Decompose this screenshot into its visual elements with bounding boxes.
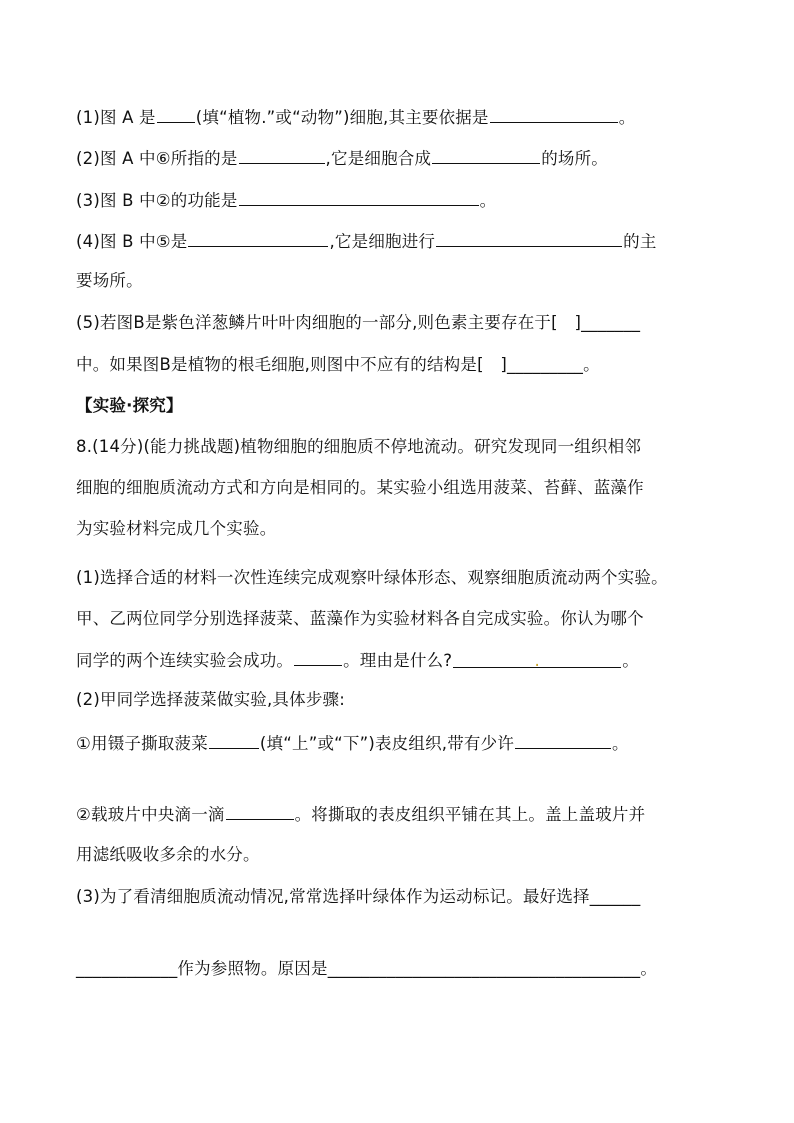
text: (2)图 A 中⑥所指的是	[76, 149, 238, 168]
text: 的场所。	[541, 149, 609, 168]
answer-blank[interactable]	[226, 802, 294, 820]
q8-sub3: (3)为了看清细胞质流动情况,常常选择叶绿体作为运动标记。最好选择______	[76, 887, 641, 906]
q8-step2-cont: 用滤纸吸收多余的水分。	[76, 845, 260, 864]
text: (4)图 B 中⑤是	[76, 232, 188, 251]
text: (填“植物.”或“动物”)细胞,其主要依据是	[195, 108, 489, 127]
text: ①用镊子撕取菠菜	[76, 734, 208, 753]
q7-part5-cont: 中。如果图B是植物的根毛细胞,则图中不应有的结构是[ ]_________。	[76, 355, 600, 374]
answer-blank[interactable]	[239, 188, 479, 206]
q8-step2	[76, 802, 645, 826]
q7-part2	[76, 146, 608, 170]
answer-blank[interactable]	[453, 650, 621, 668]
text: ,它是细胞进行	[329, 232, 436, 251]
answer-blank[interactable]	[294, 648, 342, 666]
q7-part3	[76, 188, 496, 212]
answer-blank[interactable]	[436, 229, 622, 247]
q8-step1	[76, 731, 629, 755]
text: (1)图 A 是	[76, 108, 156, 127]
q8-sub1: (1)选择合适的材料一次性连续完成观察叶绿体形态、观察细胞质流动两个实验。	[76, 568, 668, 587]
text: 。将撕取的表皮组织平铺在其上。盖上盖玻片并	[294, 805, 646, 824]
answer-blank[interactable]	[515, 731, 611, 749]
answer-blank[interactable]	[209, 731, 259, 749]
text: 同学的两个连续实验会成功。	[76, 651, 294, 670]
text: 。	[618, 108, 636, 127]
text: (3)图 B 中②的功能是	[76, 191, 238, 210]
text: ____________	[76, 959, 178, 978]
text: 。	[640, 959, 658, 978]
text: 。	[479, 191, 497, 210]
text: 。理由是什么?	[343, 651, 453, 670]
text: 的主	[623, 232, 657, 251]
q8-intro: 为实验材料完成几个实验。	[76, 519, 277, 538]
q8-sub2: (2)甲同学选择菠菜做实验,具体步骤:	[76, 690, 345, 709]
q8-sub3-answer	[76, 958, 657, 980]
q8-intro: 8.(14分)(能力挑战题)植物细胞的细胞质不停地流动。研究发现同一组织相邻	[76, 437, 642, 456]
text: 。	[612, 734, 629, 753]
answer-blank[interactable]	[490, 105, 618, 123]
text: ,它是细胞合成	[325, 149, 432, 168]
answer-blank[interactable]	[432, 146, 540, 164]
q8-sub1-answer	[76, 648, 639, 672]
section-heading: 【实验·探究】	[76, 396, 183, 415]
q7-part4-cont: 要场所。	[76, 271, 143, 290]
stray-mark: .	[534, 651, 540, 670]
q8-sub1: 甲、乙两位同学分别选择菠菜、蓝藻作为实验材料各自完成实验。你认为哪个	[76, 609, 644, 628]
q8-intro: 细胞的细胞质流动方式和方向是相同的。某实验小组选用菠菜、苔藓、蓝藻作	[76, 478, 644, 497]
text: 作为参照物。原因是	[177, 959, 328, 978]
q7-part1	[76, 105, 635, 129]
text: (填“上”或“下”)表皮组织,带有少许	[259, 734, 515, 753]
answer-blank[interactable]	[239, 146, 325, 164]
q7-part5: (5)若图B是紫色洋葱鳞片叶叶肉细胞的一部分,则色素主要存在于[ ]_______	[76, 313, 641, 332]
answer-blank[interactable]	[188, 229, 328, 247]
text: _____________________________________	[327, 959, 641, 978]
text: ②载玻片中央滴一滴	[76, 805, 225, 824]
q7-part4	[76, 229, 657, 253]
answer-blank[interactable]	[157, 105, 195, 123]
text: 。	[622, 651, 639, 670]
